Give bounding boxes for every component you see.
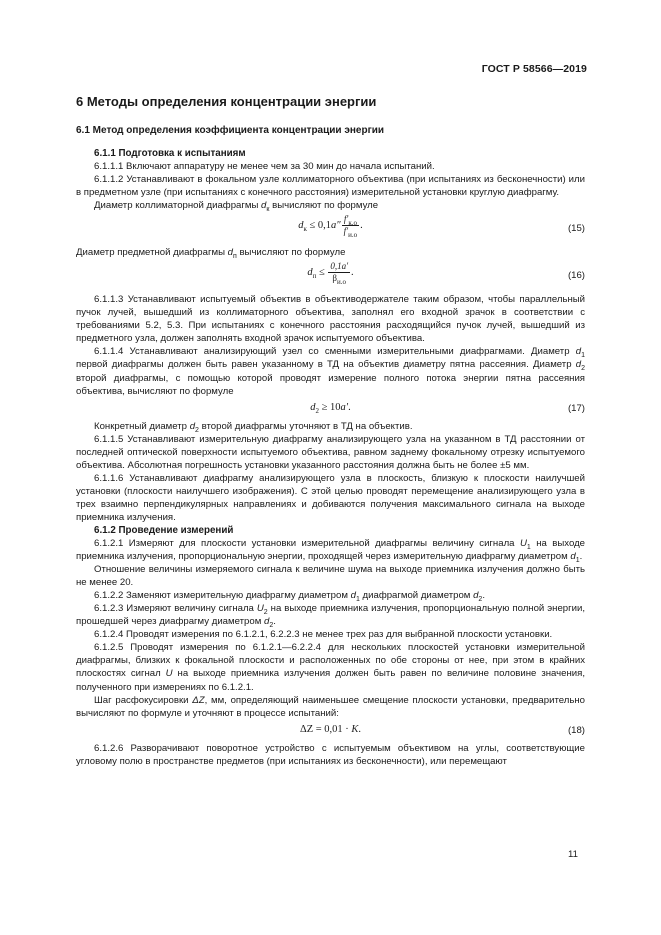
standard-designation: ГОСТ Р 58566—2019 <box>481 63 587 75</box>
paragraph-6-1-1-3: 6.1.1.3 Устанавливают испытуемый объектив в объективодержателе таким образом, чтобы параллельный пучок лучей, вышедший из коллиматорного объектива, заполнял его входной зрачок в соответствии с требованиями 5.2, 5.3. При испытаниях с конечного расстояния расходящийся пучок лучей, вышедший из предметного узла, должен заполнять входной зрачок испытуемого объектива. <box>76 294 585 345</box>
page-number: 11 <box>568 849 578 860</box>
paragraph-6-1-2-5: 6.1.2.5 Проводят измерения по 6.1.2.1—6.2.2.4 для нескольких плоскостей установки измерительной диафрагмы, близких к фокальной плоскости и расположенных по обе стороны от нее, при этом в крайних плоскостях сигнал U на выходе приемника излучения должен быть равен по величине половине значения, полученного при измерениях по 6.1.2.1. <box>76 642 585 693</box>
paragraph-defocus-step: Шаг расфокусировки ΔZ, мм, определяющий наименьшее смещение плоскости установки, предварительно вычисляют по формуле и уточняют в процессе испытаний: <box>76 694 585 719</box>
paragraph-signal-noise: Отношение величины измеряемого сигнала к величине шума на выходе приемника излучения должно быть не менее 20. <box>76 564 585 589</box>
formula-number: (18) <box>567 724 585 736</box>
paragraph-6-1-1-1: 6.1.1.1 Включают аппаратуру не менее чем за 30 мин до начала испытаний. <box>94 161 435 172</box>
formula-15: $d_к \le 0,1a''$ $\frac{f'_{к.о}}{f'_{и.о}}$ . (15) <box>298 214 585 239</box>
formula-number: (16) <box>567 270 585 282</box>
paragraph-6-1-2-4: 6.1.2.4 Проводят измерения по 6.1.2.1, 6.2.2.3 не менее трех раз для выбранной плоскости установки. <box>94 629 553 641</box>
paragraph-dp-intro: Диаметр предметной диафрагмы $d_п$ вычисляют по формуле <box>76 247 346 261</box>
paragraph-dk-intro: Диаметр коллиматорной диафрагмы $d_к$ вычисляют по формуле <box>94 200 379 214</box>
fraction: $\frac{0,1a'}{\beta_{и.о}}$ <box>330 261 349 287</box>
section-title: 6 Методы определения концентрации энергии <box>76 94 377 109</box>
formula-17: $d_2 \ge 10a'$. (17) <box>310 401 585 415</box>
formula-number: (15) <box>567 223 585 235</box>
paragraph-6-1-1-6: 6.1.1.6 Устанавливают диафрагму анализирующего узла в плоскость, близкую к плоскости наилучшей установки (плоскости наилучшего изображения). С этой целью проводят перемещение анализирующего узла в трех взаимно перпендикулярных направлениях и добиваются получения максимального сигнала на выходе приемника излучения. <box>76 472 585 523</box>
fraction: $\frac{f'_{к.о}}{f'_{и.о}}$ <box>343 214 358 239</box>
paragraph-concrete-diameter: Конкретный диаметр $d_2$ второй диафрагмы уточняют в ТД на объектив. <box>94 420 413 434</box>
formula-18: ΔZ = 0,01 · K. (18) <box>299 723 585 736</box>
formula-16: $d_п$ ≤ $\frac{0,1a'}{\beta_{и.о}}$ . (16) <box>307 261 585 287</box>
paragraph-6-1-1-2: 6.1.1.2 Устанавливают в фокальном узле коллиматорного объектива (при испытаниях из бесконечности) или в предметном узле (при испытаниях с конечного расстояния) измерительной установки круглую диафрагму. <box>76 174 585 199</box>
formula-number: (17) <box>567 402 585 414</box>
paragraph-6-1-2-6: 6.1.2.6 Разворачивают поворотное устройство с испытуемым объективом на углы, соответствующие угловому полю в пространстве предметов (при испытаниях из бесконечности), или перемещают <box>76 742 585 767</box>
subsubsection-title-6-1-1: 6.1.1 Подготовка к испытаниям <box>94 148 246 159</box>
paragraph-6-1-2-1: 6.1.2.1 Измеряют для плоскости установки измерительной диафрагмы величину сигнала $U_1$ на выходе приемника излучения, пропорциональную энергии, проходящей через измерительную диафрагму диаметром $d_1$. <box>76 537 585 564</box>
subsubsection-title-6-1-2: 6.1.2 Проведение измерений <box>94 524 234 536</box>
paragraph-6-1-2-2: 6.1.2.2 Заменяют измерительную диафрагму диаметром $d_1$ диафрагмой диаметром $d_2$. <box>94 590 485 604</box>
paragraph-6-1-2-3: 6.1.2.3 Измеряют величину сигнала $U_2$ на выходе приемника излучения, пропорциональную полной энергии, прошедшей через диафрагму диаметром $d_2$. <box>76 603 585 630</box>
page-content <box>76 86 585 768</box>
paragraph-6-1-1-4: 6.1.1.4 Устанавливают анализирующий узел со сменными измерительными диафрагмами. Диаметр $d_1$ первой диафрагмы должен быть равен указанному в ТД на объектив диаметру пятна рассеяния. Диаметр $d_2$ второй диафрагмы, с помощью которой проводят измерение полного потока энергии пятна рассеяния объектива, вычисляют по формуле <box>76 346 585 397</box>
paragraph-6-1-1-5: 6.1.1.5 Устанавливают измерительную диафрагму анализирующего узла на указанном в ТД расстоянии от последней оптической поверхности испытуемого объектива, равном заднему фокальному отрезку испытуемого объектива. Абсолютная погрешность установки указанного расстояния должна быть не более ±5 мм. <box>76 433 585 471</box>
subsection-title: 6.1 Метод определения коэффициента концентрации энергии <box>76 125 385 136</box>
